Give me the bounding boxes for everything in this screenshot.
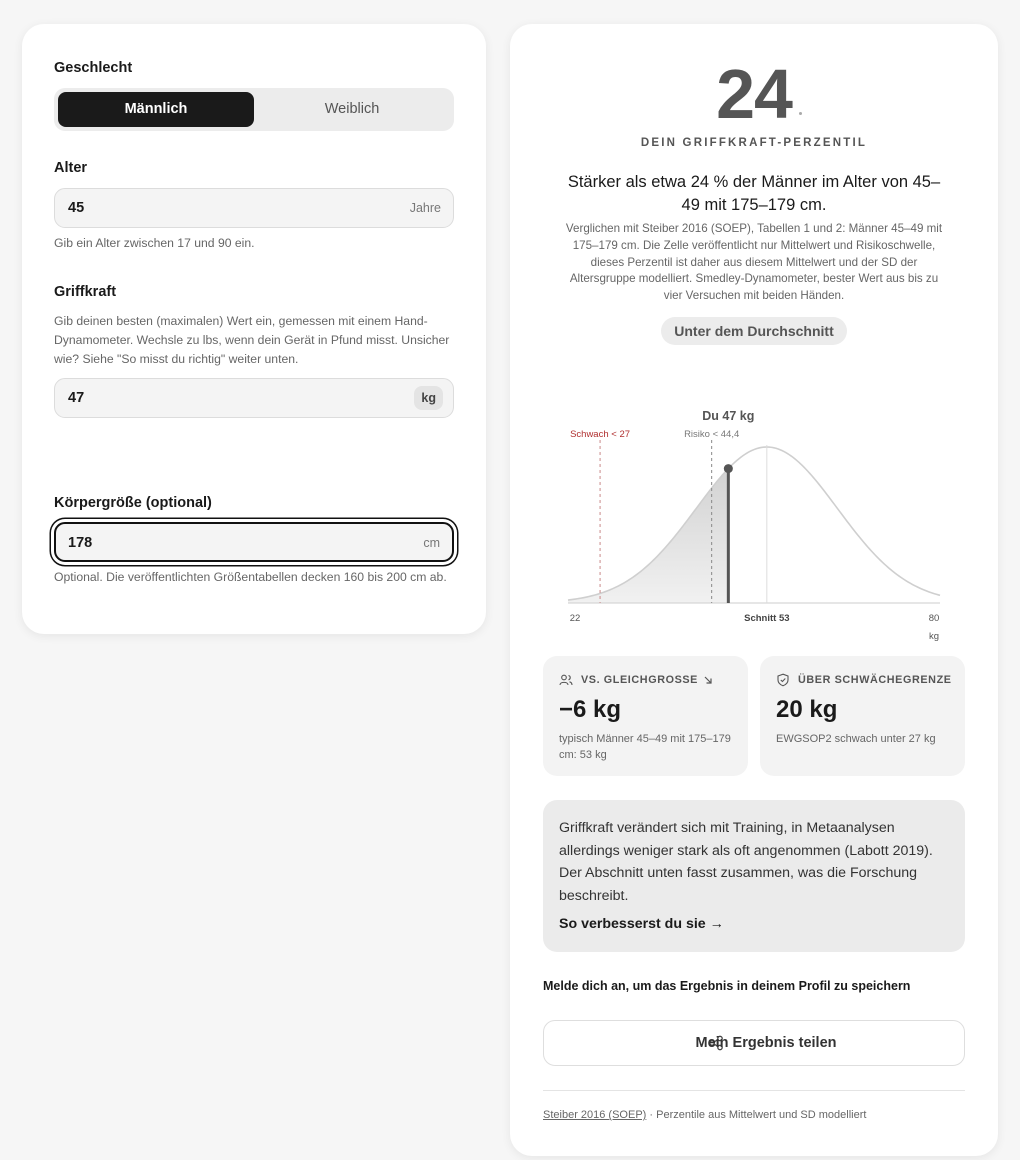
tick-label-max: 80 bbox=[928, 613, 940, 624]
training-info-box bbox=[543, 800, 965, 952]
people-icon bbox=[559, 673, 573, 687]
stat-card-above-weak bbox=[760, 656, 965, 776]
result-description: Verglichen mit Steiber 2016 (SOEP), Tabellen 1 und 2: Männer 45–49 mit 175–179 cm. Die Zelle veröffentlicht nur Mittelwert und Risikoschwelle, dieses Perzentil ist daher aus diesem Mittelwert und der SD der Altersgruppe modelliert. Smedley-Dynamometer, bester Wert aus bis zu vier Versuchen mit beiden Händen. bbox=[565, 222, 943, 303]
age-unit: Jahre bbox=[409, 201, 441, 215]
height-unit: cm bbox=[423, 536, 440, 550]
stat-subtext: typisch Männer 45–49 mit 175–179 cm: 53 kg bbox=[559, 733, 731, 761]
height-label: Körpergröße (optional) bbox=[54, 495, 212, 511]
axis-unit-label: kg bbox=[928, 631, 940, 642]
grip-hint: Gib deinen besten (maximalen) Wert ein, gemessen mit einem Hand-Dynamometer. Wechsle zu lbs, wenn dein Gerät in Pfund misst. Unsicher wie? Siehe "So misst du richtig" weiter unten. bbox=[54, 314, 450, 366]
gender-toggle bbox=[54, 88, 454, 131]
height-hint: Optional. Die veröffentlichten Größentabellen decken 160 bis 200 cm ab. bbox=[54, 570, 447, 584]
grip-field[interactable] bbox=[54, 378, 454, 418]
stat-value: 20 kg bbox=[776, 696, 838, 723]
status-badge: Unter dem Durchschnitt bbox=[661, 317, 847, 345]
stat-title: ÜBER SCHWÄCHEGRENZE bbox=[798, 674, 952, 686]
grip-value: 47 bbox=[68, 390, 85, 406]
stat-value: −6 kg bbox=[559, 696, 622, 723]
arrow-down-right-icon bbox=[703, 675, 713, 685]
distribution-chart bbox=[510, 374, 998, 642]
height-field[interactable] bbox=[54, 522, 454, 562]
user-marker-dot bbox=[724, 464, 733, 473]
distribution-curve bbox=[568, 447, 940, 600]
login-prompt[interactable]: Melde dich an, um das Ergebnis in deinem Profil zu speichern bbox=[543, 979, 911, 993]
grip-label: Griffkraft bbox=[54, 284, 117, 300]
tick-label-mean: Schnitt 53 bbox=[744, 613, 790, 624]
below-user-area bbox=[568, 469, 728, 603]
risk-threshold-label: Risiko < 44,4 bbox=[684, 429, 740, 440]
gender-label: Geschlecht bbox=[54, 60, 133, 76]
training-info-text: Griffkraft verändert sich mit Training, in Metaanalysen allerdings weniger stark als oft angenommen (Labott 2019). Der Abschnitt unten fasst zusammen, was die Forschung beschreibt. bbox=[559, 820, 933, 904]
improve-link[interactable]: So verbesserst du sie → bbox=[559, 916, 724, 932]
stat-card-vs-peers bbox=[543, 656, 748, 776]
height-value: 178 bbox=[68, 535, 93, 551]
age-value: 45 bbox=[68, 200, 85, 216]
share-button[interactable] bbox=[543, 1020, 965, 1066]
footer-rest: · Perzentile aus Mittelwert und SD modelliert bbox=[646, 1109, 867, 1121]
grip-unit-toggle[interactable]: kg bbox=[414, 386, 443, 410]
input-form-card bbox=[22, 24, 486, 634]
stat-title: VS. GLEICHGROSSE bbox=[581, 674, 698, 686]
tick-label-min: 22 bbox=[569, 613, 581, 624]
source-link[interactable]: Steiber 2016 (SOEP) bbox=[543, 1109, 647, 1121]
result-headline: Stärker als etwa 24 % der Männer im Alter von 45–49 mit 175–179 cm. bbox=[567, 173, 941, 214]
percentile-caption: DEIN GRIFFKRAFT-PERZENTIL bbox=[640, 137, 868, 149]
gender-option-male[interactable]: Männlich bbox=[58, 92, 254, 127]
weak-threshold-label: Schwach < 27 bbox=[570, 429, 631, 440]
footer-note bbox=[543, 1109, 866, 1121]
footer-divider bbox=[543, 1090, 965, 1091]
shield-check-icon bbox=[776, 673, 790, 687]
percentile-dot bbox=[799, 112, 802, 115]
share-button-label: Mein Ergebnis teilen bbox=[695, 1035, 837, 1051]
stat-subtext: EWGSOP2 schwach unter 27 kg bbox=[776, 733, 936, 745]
gender-option-female[interactable]: Weiblich bbox=[324, 101, 380, 117]
percentile-value: 24 bbox=[716, 55, 792, 133]
user-value-label: Du 47 kg bbox=[702, 409, 755, 423]
age-label: Alter bbox=[54, 160, 88, 176]
age-hint: Gib ein Alter zwischen 17 und 90 ein. bbox=[54, 236, 255, 250]
age-field[interactable] bbox=[54, 188, 454, 228]
result-card bbox=[510, 24, 998, 1156]
